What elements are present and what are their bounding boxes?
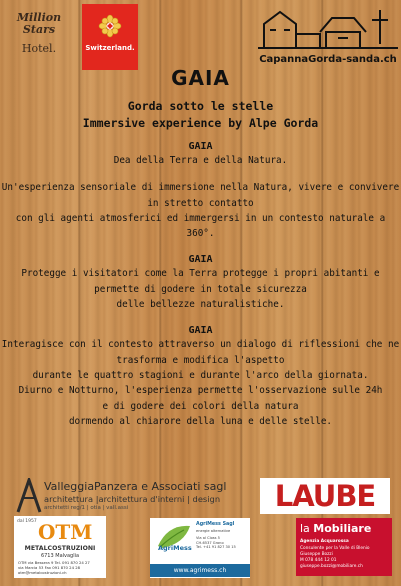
agrimess-tagline: energie alternative [196,529,231,533]
section-title: GAIA [188,325,213,337]
page-title: GAIA [171,66,230,90]
section-line: delle bellezze naturalistiche. [116,299,285,311]
mobiliare-brand: Mobiliare [313,522,372,535]
section-gaia-dea [0,140,401,168]
otm-contact-line: OTM via Bessera 9 Tel. 091 870 24 27 [18,560,90,565]
laube-logo [260,478,390,514]
laube-wordmark: LAUBE [274,479,376,513]
otm-contact-line: otm@metalcostruzioni.ch [18,569,67,575]
section-title: GAIA [188,254,213,266]
switzerland-label: Switzerland. [85,44,135,52]
section-line: durante le quattro stagioni e durante l'arco della giornata. [32,369,369,381]
mountain-hut-icon [258,4,398,52]
mobiliare-email: giuseppe.bozzi@mobiliare.ch [300,564,363,569]
section-gaia-protegge [0,253,401,312]
mobiliare-line: Consulente per la Valle di Blenio [300,546,370,551]
agrimess-address [196,536,236,550]
mobiliare-brand-pre: la [300,522,310,535]
section-line: Interagisce con il contesto attraverso un dialogo di riflessioni che ne [1,339,400,351]
valleggia-registry: architetti reg/1 | otia | vall.assi [44,505,129,511]
section-gaia-interagisce [0,324,401,429]
valleggia-mark-icon [16,478,42,514]
million-stars-hotel: Hotel. [21,42,57,55]
section-esperienza [0,180,401,241]
million-stars-wordmark [6,12,72,36]
section-title: GAIA [188,141,213,152]
section-line: trasforma e modifica l'aspetto [116,354,285,366]
otm-name: METALCOSTRUZIONI [24,545,96,552]
mobiliare-phone: M 078 444 12 01 [300,558,337,563]
section-line: dormendo al chiarore della luna e delle stelle. [68,415,333,427]
switzerland-logo [82,4,138,70]
section-line: in stretto contatto [147,197,254,209]
valleggia-panzera-logo [16,478,248,514]
agrimess-website: www.agrimess.ch [150,564,250,577]
agrimess-address-line: CH-6537 Grono [196,540,224,545]
valleggia-name: ValleggiaPanzera e Associati sagl [44,480,227,493]
million-stars-logo [6,12,72,60]
otm-city: 6713 Malvaglia [40,553,80,559]
edelweiss-icon [98,14,122,38]
agrimess-name: AgriMess Sagl [196,522,235,527]
section-line: Protegge i visitatori come la Terra protegge i propri abitanti e [21,268,380,280]
capanna-gorda-site: CapannaGorda-sanda.ch [259,54,397,65]
section-line: Un'esperienza sensoriale di immersione nella Natura, vivere e convivere [1,182,400,194]
agrimess-logo [150,518,250,578]
agrimess-address-line: Tel. +41 91 827 30 15 [196,545,236,550]
otm-contact [18,561,104,575]
agrimess-brand: AgriMess [158,544,192,552]
million-stars-line1: Million [16,11,62,24]
capanna-gorda-logo [258,4,398,66]
header [0,0,401,70]
section-line: permette di godere in totale sicurezza [94,283,307,295]
mobiliare-agency: Agenzia Acquarossa [300,539,349,544]
otm-wordmark: OTM [38,520,93,544]
mobiliare-wordmark [300,522,371,535]
valleggia-services: architettura |architettura d'interni | design [44,494,221,504]
otm-since: dal 1957 [17,519,37,524]
mobiliare-line: Giuseppe Bozzi [300,552,333,557]
agrimess-address-line: Via al Cioss 5 [196,536,220,540]
million-stars-line2: Stars [22,23,56,36]
otm-logo [14,516,106,578]
sponsors-strip [0,476,401,586]
subtitle-primary: Gorda sotto le stelle [127,99,274,113]
poster-content [0,66,401,429]
otm-contact-line: via Marcia 53 Fax 091 870 24 28 [18,564,81,570]
mobiliare-logo [296,518,392,576]
section-line: Dea della Terra e della Natura. [113,155,288,166]
section-line: e di godere dei colori della natura [102,400,299,412]
subtitle-secondary: Immersive experience by Alpe Gorda [82,116,319,130]
section-line: Diurno e Notturno, l'esperienza permette l'osservazione sulle 24h [18,385,383,397]
section-line: con gli agenti atmosferici ed immergersi in un contesto naturale a 360°. [15,212,386,240]
